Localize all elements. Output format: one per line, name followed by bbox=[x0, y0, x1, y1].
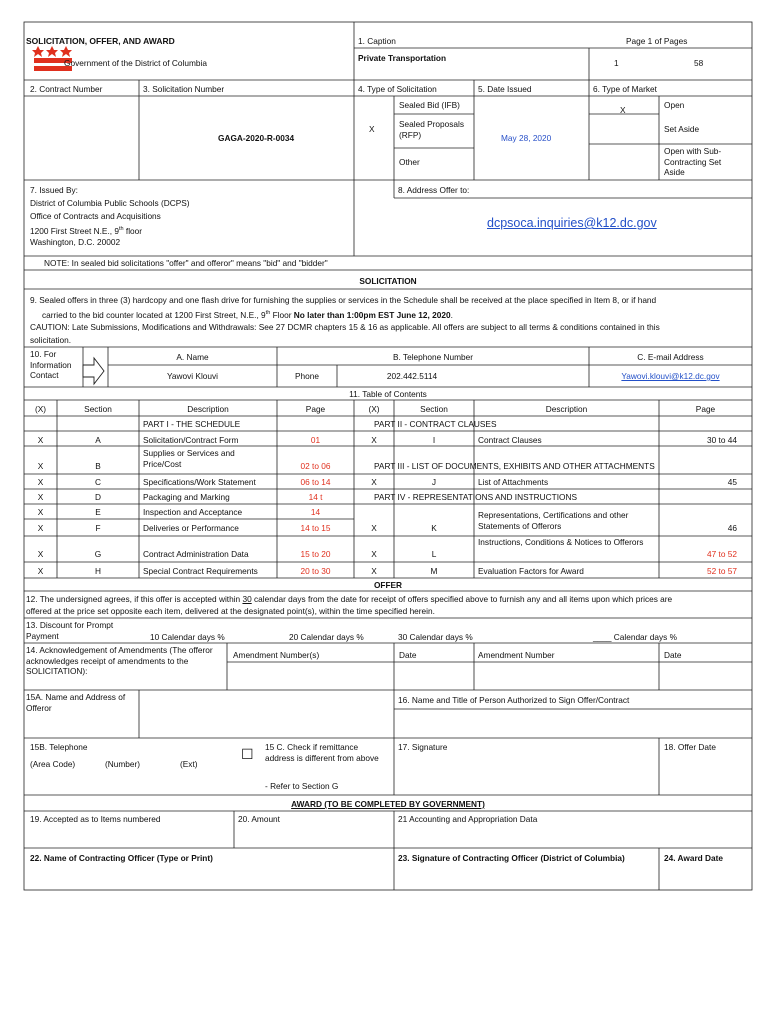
toc-header-page2: Page bbox=[695, 404, 716, 414]
issued-line2: Office of Contracts and Acquisitions bbox=[30, 211, 161, 221]
toc-row-x: X bbox=[37, 477, 44, 487]
toc-row-description: List of Attachments bbox=[478, 477, 549, 487]
offer-email-link[interactable]: dcpsoca.inquiries@k12.dc.gov bbox=[487, 216, 657, 230]
toc-row-page: 01 bbox=[310, 435, 321, 445]
phone-number-label: (Number) bbox=[105, 759, 141, 769]
discount-blank-days: ____ Calendar days % bbox=[593, 632, 677, 642]
sealed-proposals: Sealed Proposals (RFP) bbox=[399, 119, 465, 140]
toc-row-page: 20 to 30 bbox=[300, 566, 331, 576]
other-option: Other bbox=[399, 157, 420, 167]
toc-title: 11. Table of Contents bbox=[349, 389, 427, 399]
amendment-date2-label: Date bbox=[664, 650, 682, 660]
toc-row-x: X bbox=[371, 523, 377, 533]
toc-row-x: X bbox=[37, 566, 44, 576]
toc-row-section: B bbox=[95, 461, 101, 471]
discount-20-days: 20 Calendar days % bbox=[289, 632, 364, 642]
authorized-person-label: 16. Name and Title of Person Authorized to Sign Offer/Contract bbox=[398, 695, 630, 705]
discount-30-days: 30 Calendar days % bbox=[398, 632, 473, 642]
toc-row-section: A bbox=[95, 435, 101, 445]
toc-row-description: Instructions, Conditions & Notices to Offerors bbox=[478, 537, 644, 547]
toc-row-description: Special Contract Requirements bbox=[143, 566, 258, 576]
open-sub-option: Open with Sub-Contracting Set Aside bbox=[664, 146, 722, 177]
toc-row-page: 06 to 14 bbox=[300, 477, 331, 487]
contracting-officer-signature-label: 23. Signature of Contracting Officer (District of Columbia) bbox=[398, 853, 625, 863]
contact-phone-label: B. Telephone Number bbox=[392, 352, 474, 362]
toc-row-section: L bbox=[431, 549, 437, 559]
toc-row-description: Packaging and Marking bbox=[143, 492, 230, 502]
set-aside-option: Set Aside bbox=[664, 124, 700, 134]
toc-row-description: Contract Administration Data bbox=[143, 549, 249, 559]
toc-row-x: X bbox=[37, 435, 44, 445]
discount-label: 13. Discount for Prompt Payment bbox=[26, 620, 114, 641]
remittance-checkbox[interactable]: ☐ bbox=[241, 746, 254, 762]
toc-header-description2: Description bbox=[545, 404, 588, 414]
toc-row-page: 14 bbox=[310, 507, 321, 517]
toc-row-description: Representations, Certifications and other Statements of Offerors bbox=[478, 510, 629, 531]
contact-name-label: A. Name bbox=[176, 352, 209, 362]
toc-header-x: (X) bbox=[34, 404, 47, 414]
toc-row-section: G bbox=[94, 549, 102, 559]
toc-part3: PART III - LIST OF DOCUMENTS, EXHIBITS AND OTHER ATTACHMENTS bbox=[374, 461, 655, 471]
toc-row-section: J bbox=[431, 477, 437, 487]
contact-name: Yawovi Klouvi bbox=[166, 371, 219, 381]
date-issued-label: 5. Date Issued bbox=[478, 84, 532, 94]
offeror-name-address-label: 15A. Name and Address of Offeror bbox=[26, 692, 126, 713]
toc-row-page: 52 to 57 bbox=[707, 566, 737, 576]
toc-row-x: X bbox=[37, 549, 44, 559]
acknowledgement-label: 14. Acknowledgement of Amendments (The offeror acknowledges receipt of amendments to the SOLICITATION): bbox=[26, 645, 213, 676]
toc-row-section: I bbox=[432, 435, 436, 445]
toc-header-x2: (X) bbox=[368, 404, 380, 414]
open-mark: X bbox=[620, 105, 626, 115]
pages-value: 58 bbox=[694, 58, 704, 68]
toc-row-page: 15 to 20 bbox=[300, 549, 331, 559]
toc-row-x: X bbox=[37, 507, 44, 517]
remittance-label: 15 C. Check if remittance address is different from above bbox=[265, 742, 379, 763]
amendment-numbers-label: Amendment Number(s) bbox=[233, 650, 320, 660]
amount-label: 20. Amount bbox=[238, 814, 280, 824]
contact-phone-type: Phone bbox=[295, 371, 319, 381]
page-label: Page 1 of Pages bbox=[626, 36, 688, 46]
toc-header-section: Section bbox=[84, 404, 112, 414]
toc-row-description: Inspection and Acceptance bbox=[143, 507, 243, 517]
toc-row-page: 45 bbox=[727, 477, 737, 487]
solicitation-heading: SOLICITATION bbox=[359, 276, 417, 286]
sealed-proposals-mark: X bbox=[369, 124, 375, 134]
toc-row-description: Supplies or Services and Price/Cost bbox=[143, 448, 235, 469]
date-issued: May 28, 2020 bbox=[501, 133, 552, 143]
toc-row-x: X bbox=[371, 566, 377, 576]
type-market-label: 6. Type of Market bbox=[593, 84, 657, 94]
government-name: Government of the District of Columbia bbox=[64, 58, 207, 68]
toc-row-x: X bbox=[371, 435, 377, 445]
solicitation-number: GAGA-2020-R-0034 bbox=[218, 133, 295, 143]
toc-row-page: 02 to 06 bbox=[300, 461, 331, 471]
solicitation-number-label: 3. Solicitation Number bbox=[143, 84, 225, 94]
toc-part1: PART I - THE SCHEDULE bbox=[143, 419, 241, 429]
toc-row-page: 47 to 52 bbox=[707, 549, 737, 559]
issued-line3: 1200 First Street N.E., 9th floor bbox=[30, 225, 143, 236]
arrow-right-icon bbox=[83, 358, 104, 384]
issued-line1: District of Columbia Public Schools (DCPS) bbox=[30, 198, 190, 208]
accepted-items-label: 19. Accepted as to Items numbered bbox=[30, 814, 161, 824]
open-option: Open bbox=[664, 100, 685, 110]
toc-header-section2: Section bbox=[420, 404, 448, 414]
toc-row-description: Evaluation Factors for Award bbox=[478, 566, 584, 576]
toc-row-description: Contract Clauses bbox=[478, 435, 542, 445]
para9-line2: carried to the bid counter located at 1200 First Street, N.E., 9th Floor No later than 1:00pm EST June 12, 2020. bbox=[42, 309, 453, 320]
discount-10-days: 10 Calendar days % bbox=[150, 632, 225, 642]
toc-row-x: X bbox=[37, 461, 44, 471]
toc-row-description: Specifications/Work Statement bbox=[143, 477, 256, 487]
accounting-data-label: 21 Accounting and Appropriation Data bbox=[398, 814, 538, 824]
form-title: SOLICITATION, OFFER, AND AWARD bbox=[26, 36, 175, 46]
contact-label: 10. For Information Contact bbox=[30, 349, 72, 380]
sealed-bid-note: NOTE: In sealed bid solicitations "offer" and offeror" means "bid" and "bidder" bbox=[44, 258, 328, 268]
toc-row-x: X bbox=[371, 549, 377, 559]
caption-label: 1. Caption bbox=[358, 36, 396, 46]
contact-phone: 202.442.5114 bbox=[386, 371, 438, 381]
toc-row-section: M bbox=[430, 566, 438, 576]
toc-row-x: X bbox=[37, 492, 44, 502]
toc-row-description: Solicitation/Contract Form bbox=[143, 435, 239, 445]
toc-row-section: F bbox=[95, 523, 101, 533]
page-value: 1 bbox=[614, 58, 619, 68]
extension-label: (Ext) bbox=[180, 759, 198, 769]
offer-date-label: 18. Offer Date bbox=[664, 742, 716, 752]
award-heading: AWARD (TO BE COMPLETED BY GOVERNMENT) bbox=[291, 799, 485, 809]
toc-row-section: K bbox=[431, 523, 437, 533]
telephone-label: 15B. Telephone bbox=[30, 742, 88, 752]
amendment-number-label: Amendment Number bbox=[478, 650, 555, 660]
toc-row-description: Deliveries or Performance bbox=[143, 523, 239, 533]
toc-row-x: X bbox=[37, 523, 44, 533]
address-offer-label: 8. Address Offer to: bbox=[398, 185, 470, 195]
issued-line4: Washington, D.C. 20002 bbox=[30, 237, 121, 247]
type-solicitation-label: 4. Type of Solicitation bbox=[358, 84, 437, 94]
area-code-label: (Area Code) bbox=[30, 759, 76, 769]
toc-row-x: X bbox=[371, 477, 377, 487]
toc-part2: PART II - CONTRACT CLAUSES bbox=[374, 419, 497, 429]
toc-row-section: H bbox=[95, 566, 101, 576]
amendment-date-label: Date bbox=[399, 650, 417, 660]
toc-part4: PART IV - REPRESENTATIONS AND INSTRUCTIONS bbox=[374, 492, 577, 502]
caution-line2: solicitation. bbox=[30, 335, 72, 345]
caution-line1: CAUTION: Late Submissions, Modifications and Withdrawals: See 27 DCMR chapters 15 & 16 as applicable. All offers are subject to all terms & conditions contained in this bbox=[30, 322, 660, 332]
toc-row-page: 14 to 15 bbox=[300, 523, 331, 533]
para9-line1: 9. Sealed offers in three (3) hardcopy and one flash drive for furnishing the supplies or services in the Schedule shall be received at the place specified in Item 8, or if hand bbox=[30, 295, 657, 305]
toc-header-description: Description bbox=[187, 404, 229, 414]
caption-value: Private Transportation bbox=[358, 53, 447, 63]
offer-para12-line2: offered at the price set opposite each item, delivered at the designated point(s), within the time specified herein. bbox=[26, 606, 435, 616]
toc-row-page: 46 bbox=[727, 523, 737, 533]
toc-row-page: 14 t bbox=[308, 492, 323, 502]
offer-heading: OFFER bbox=[373, 580, 403, 590]
toc-row-section: E bbox=[95, 507, 101, 517]
contact-email-label: C. E-mail Address bbox=[637, 352, 704, 362]
contracting-officer-name-label: 22. Name of Contracting Officer (Type or Print) bbox=[30, 853, 213, 863]
offer-para12-line1: 12. The undersigned agrees, if this offer is accepted within 30 calendar days from the date for receipt of offers specified above to furnish any and all items upon which prices are bbox=[26, 594, 673, 604]
toc-header-page: Page bbox=[305, 404, 326, 414]
signature-label: 17. Signature bbox=[398, 742, 448, 752]
refer-section-g: - Refer to Section G bbox=[265, 781, 339, 791]
sealed-bid: Sealed Bid (IFB) bbox=[399, 100, 460, 110]
award-date-label: 24. Award Date bbox=[664, 853, 724, 863]
contact-email-link[interactable]: Yawovi.klouvi@k12.dc.gov bbox=[621, 371, 720, 381]
contract-number-label: 2. Contract Number bbox=[30, 84, 103, 94]
toc-row-section: D bbox=[95, 492, 101, 502]
issued-by-label: 7. Issued By: bbox=[30, 185, 78, 195]
toc-row-page: 30 to 44 bbox=[707, 435, 737, 445]
toc-row-section: C bbox=[95, 477, 101, 487]
